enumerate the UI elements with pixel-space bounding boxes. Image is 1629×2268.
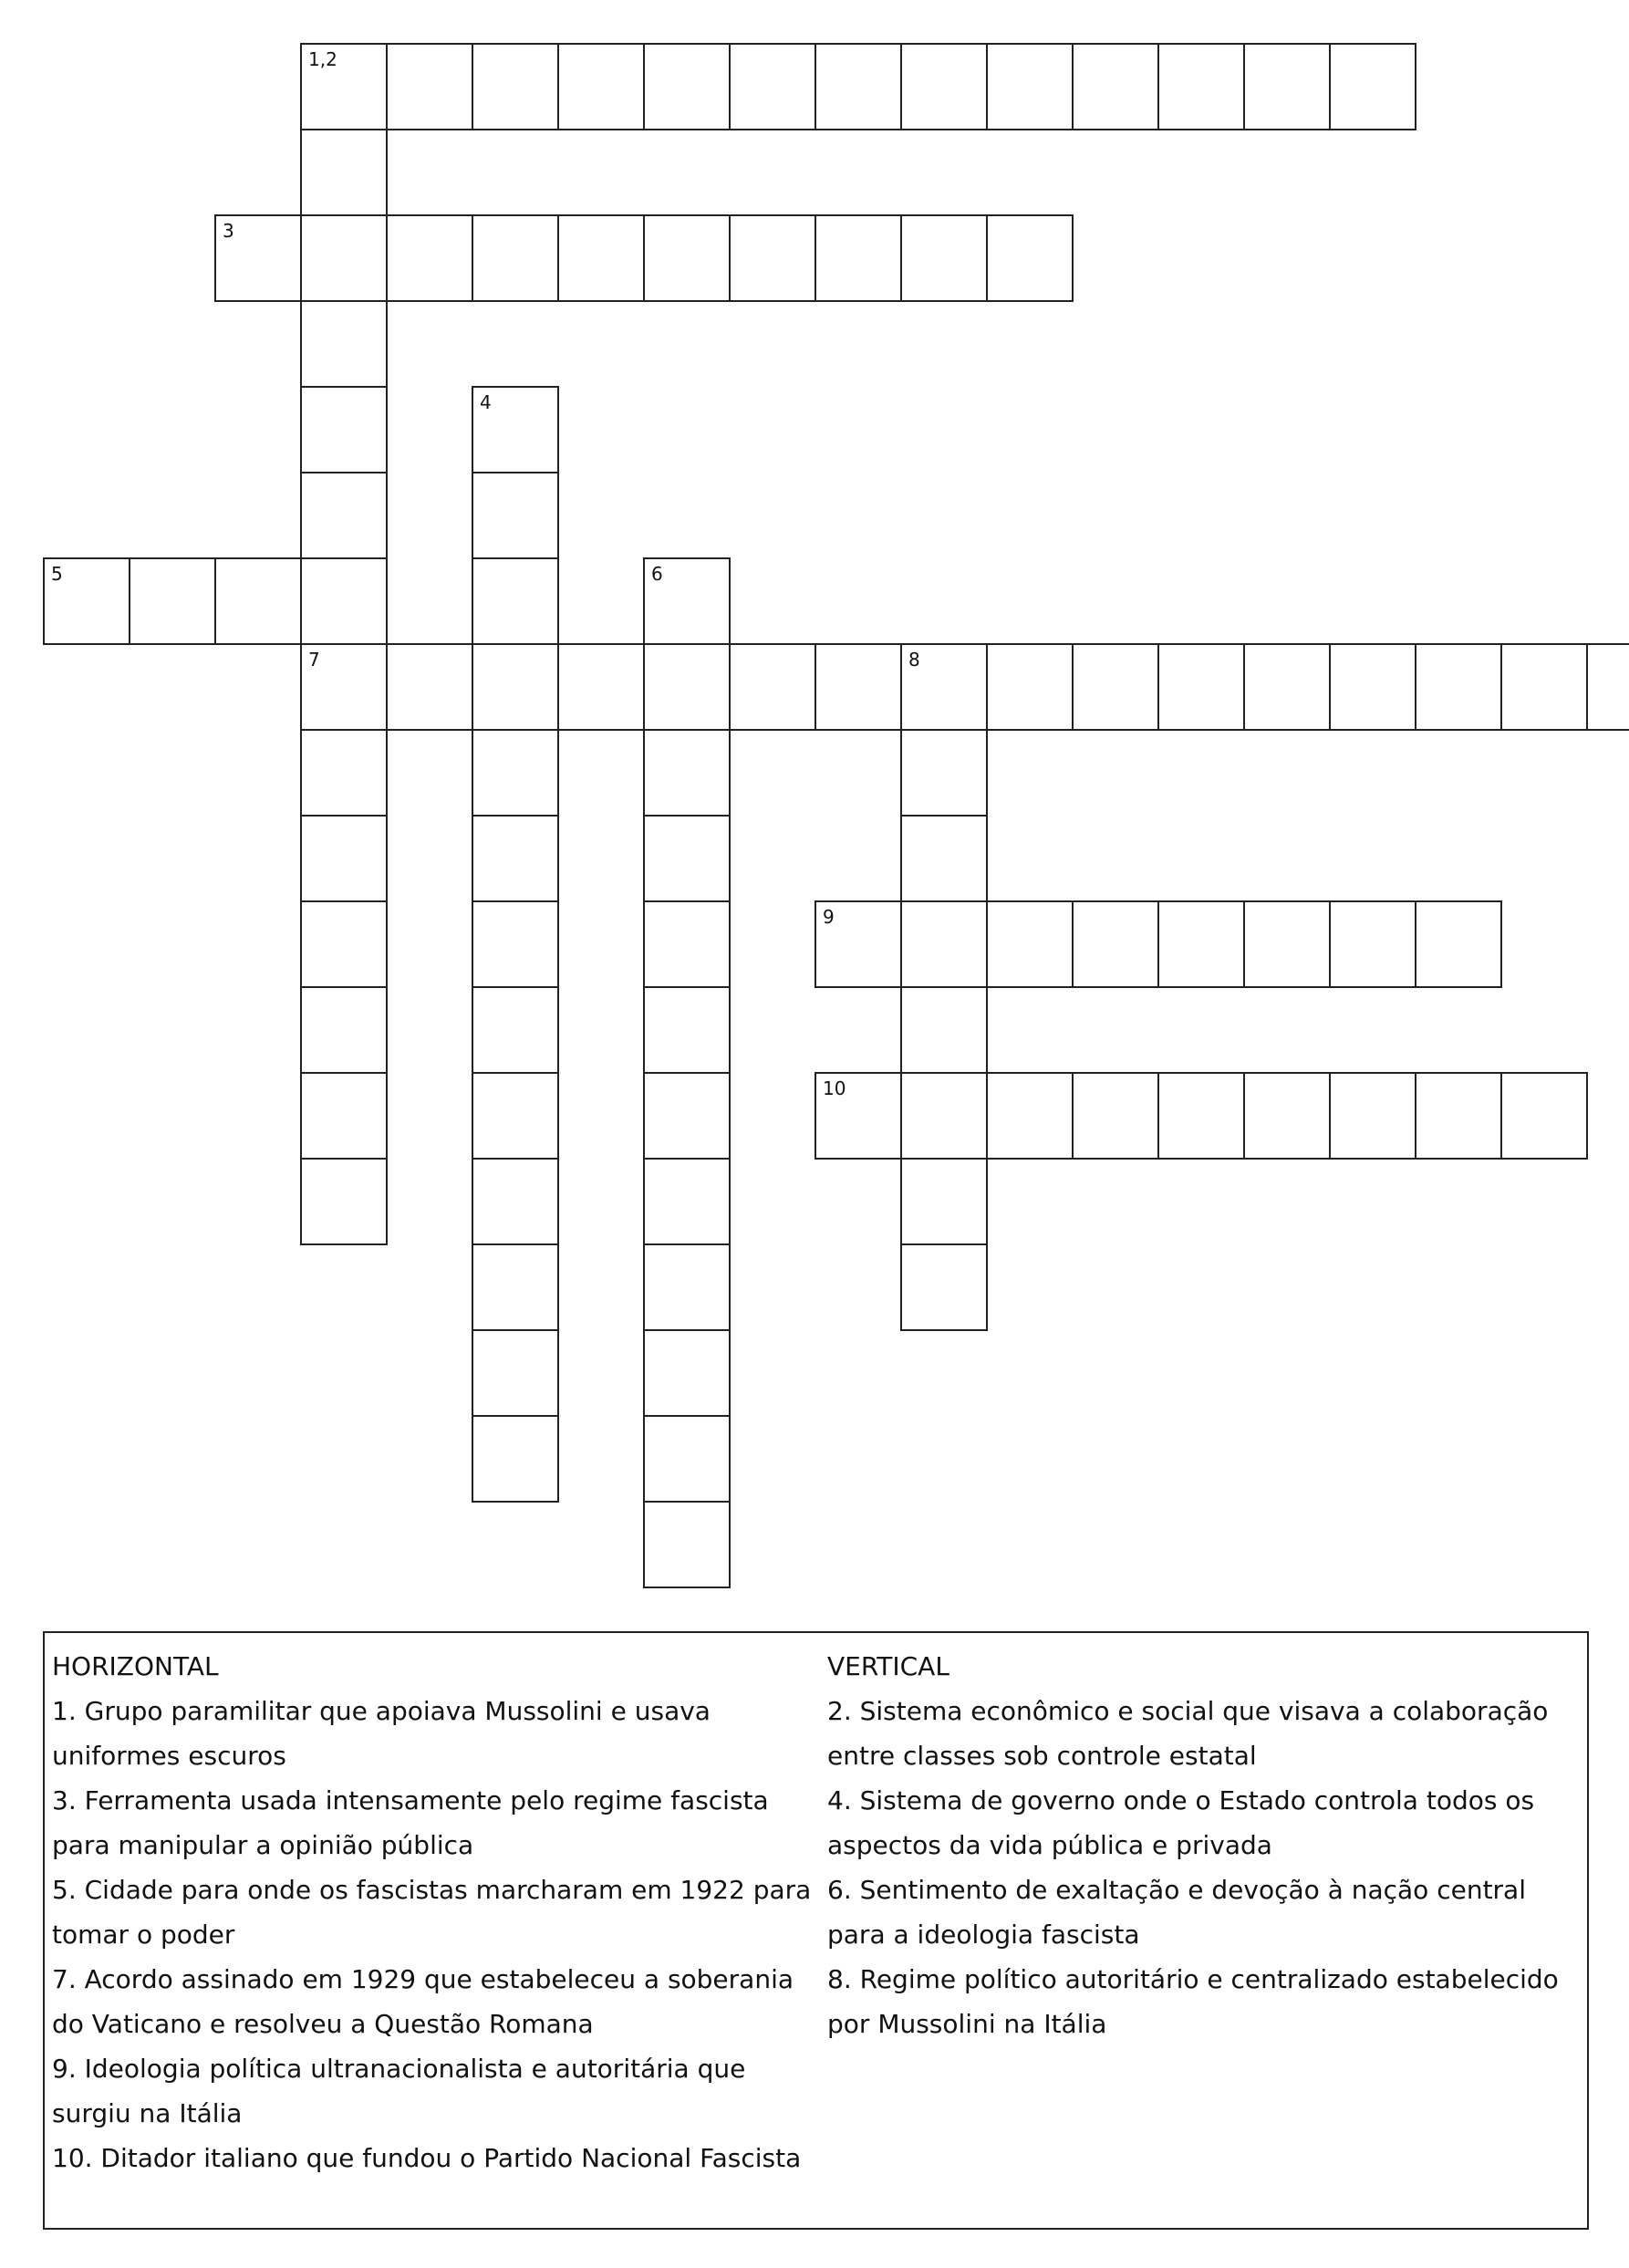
crossword-cell[interactable]	[1500, 1072, 1588, 1160]
crossword-cell[interactable]	[1243, 643, 1331, 731]
clue-down-6: 6. Sentimento de exaltação e devoção à nação central para a ideologia fascista	[827, 1875, 1526, 1950]
crossword-cell[interactable]	[643, 43, 731, 130]
crossword-cell[interactable]	[300, 472, 388, 559]
crossword-cell[interactable]	[1157, 900, 1245, 988]
crossword-cell[interactable]	[900, 900, 988, 988]
crossword-cell[interactable]	[472, 643, 559, 731]
crossword-cell[interactable]	[1243, 900, 1331, 988]
crossword-cell[interactable]	[643, 1243, 731, 1331]
crossword-cell[interactable]	[472, 557, 559, 645]
crossword-cell[interactable]	[300, 300, 388, 388]
crossword-cell[interactable]	[643, 643, 731, 731]
crossword-cell[interactable]	[814, 43, 902, 130]
crossword-cell[interactable]	[729, 43, 816, 130]
crossword-cell[interactable]	[557, 214, 645, 302]
crossword-cell[interactable]	[1329, 1072, 1416, 1160]
crossword-cell[interactable]	[986, 43, 1074, 130]
crossword-cell[interactable]	[643, 900, 731, 988]
cell-number: 8	[908, 649, 920, 671]
cell-number: 5	[51, 563, 63, 585]
clue-across-7: 7. Acordo assinado em 1929 que estabeleceu a soberania do Vaticano e resolveu a Questão Romana	[52, 1964, 794, 2039]
crossword-cell[interactable]	[814, 900, 902, 988]
crossword-cell[interactable]	[129, 557, 216, 645]
crossword-cell[interactable]	[300, 986, 388, 1074]
crossword-cell[interactable]	[814, 214, 902, 302]
crossword-cell[interactable]	[1157, 1072, 1245, 1160]
crossword-cell[interactable]	[900, 1243, 988, 1331]
crossword-cell[interactable]	[1329, 643, 1416, 731]
crossword-cell[interactable]	[1157, 43, 1245, 130]
crossword-cell[interactable]	[300, 386, 388, 473]
crossword-cell[interactable]	[1415, 1072, 1502, 1160]
crossword-cell[interactable]	[643, 1329, 731, 1417]
crossword-cell[interactable]	[472, 214, 559, 302]
crossword-cell[interactable]	[1243, 43, 1331, 130]
crossword-cell[interactable]	[472, 386, 559, 473]
clue-down-8: 8. Regime político autoritário e centralizado estabelecido por Mussolini na Itália	[827, 1964, 1559, 2039]
crossword-cell[interactable]	[729, 214, 816, 302]
cell-number: 4	[480, 391, 492, 413]
crossword-cell[interactable]	[300, 900, 388, 988]
crossword-cell[interactable]	[1329, 43, 1416, 130]
clue-across-1: 1. Grupo paramilitar que apoiava Mussolini e usava uniformes escuros	[52, 1696, 711, 1771]
clue-across-10: 10. Ditador italiano que fundou o Partido Nacional Fascista	[52, 2143, 802, 2173]
crossword-cell[interactable]	[472, 986, 559, 1074]
crossword-cell[interactable]	[300, 815, 388, 902]
crossword-cell[interactable]	[300, 129, 388, 216]
crossword-cell[interactable]	[300, 643, 388, 731]
crossword-cell[interactable]	[1415, 643, 1502, 731]
crossword-cell[interactable]	[472, 900, 559, 988]
crossword-cell[interactable]	[300, 1158, 388, 1245]
horizontal-clues	[52, 1644, 827, 2180]
crossword-cell[interactable]	[986, 900, 1074, 988]
clue-down-4: 4. Sistema de governo onde o Estado controla todos os aspectos da vida pública e privada	[827, 1785, 1535, 1860]
clue-across-5: 5. Cidade para onde os fascistas marcharam em 1922 para tomar o poder	[52, 1875, 812, 1950]
clue-down-2: 2. Sistema econômico e social que visava a colaboração entre classes sob controle estatal	[827, 1696, 1549, 1771]
crossword-cell[interactable]	[814, 643, 902, 731]
crossword-cell[interactable]	[643, 557, 731, 645]
crossword-cell[interactable]	[900, 729, 988, 817]
crossword-cell[interactable]	[214, 557, 302, 645]
clue-across-3: 3. Ferramenta usada intensamente pelo regime fascista para manipular a opinião pública	[52, 1785, 769, 1860]
crossword-cell[interactable]	[472, 43, 559, 130]
crossword-cell[interactable]	[1329, 900, 1416, 988]
crossword-cell[interactable]	[643, 1158, 731, 1245]
crossword-cell[interactable]	[472, 472, 559, 559]
crossword-cell[interactable]	[472, 1243, 559, 1331]
crossword-cell[interactable]	[1157, 643, 1245, 731]
crossword-cell[interactable]	[472, 815, 559, 902]
crossword-cell[interactable]	[643, 729, 731, 817]
crossword-cell[interactable]	[1586, 643, 1629, 731]
crossword-cell[interactable]	[472, 1158, 559, 1245]
vertical-title: VERTICAL	[827, 1651, 949, 1681]
crossword-cell[interactable]	[643, 1415, 731, 1503]
clues-box	[43, 1631, 1589, 2230]
cell-number: 6	[651, 563, 663, 585]
crossword-cell[interactable]	[300, 557, 388, 645]
crossword-cell[interactable]	[643, 214, 731, 302]
crossword-cell[interactable]	[300, 1072, 388, 1160]
crossword-cell[interactable]	[986, 643, 1074, 731]
cell-number: 3	[223, 220, 234, 242]
crossword-cell[interactable]	[814, 1072, 902, 1160]
crossword-cell[interactable]	[386, 643, 473, 731]
crossword-cell[interactable]	[386, 214, 473, 302]
horizontal-title: HORIZONTAL	[52, 1651, 219, 1681]
crossword-cell[interactable]	[643, 815, 731, 902]
crossword-cell[interactable]	[1072, 43, 1159, 130]
crossword-cell[interactable]	[1072, 643, 1159, 731]
crossword-cell[interactable]	[300, 214, 388, 302]
crossword-cell[interactable]	[986, 214, 1074, 302]
crossword-cell[interactable]	[900, 643, 988, 731]
crossword-cell[interactable]	[900, 1072, 988, 1160]
crossword-cell[interactable]	[643, 1072, 731, 1160]
crossword-cell[interactable]	[1243, 1072, 1331, 1160]
cell-number: 10	[823, 1077, 846, 1099]
crossword-cell[interactable]	[729, 643, 816, 731]
crossword-cell[interactable]	[900, 986, 988, 1074]
crossword-cell[interactable]	[1415, 900, 1502, 988]
crossword-cell[interactable]	[472, 1415, 559, 1503]
cell-number: 9	[823, 906, 835, 928]
cell-number: 7	[308, 649, 320, 671]
crossword-cell[interactable]	[214, 214, 302, 302]
clue-across-9: 9. Ideologia política ultranacionalista e autoritária que surgiu na Itália	[52, 2054, 746, 2128]
crossword-cell[interactable]	[643, 1501, 731, 1588]
crossword-cell[interactable]	[472, 1072, 559, 1160]
cell-number: 1,2	[308, 48, 337, 70]
crossword-cell[interactable]	[986, 1072, 1074, 1160]
crossword-cell[interactable]	[472, 729, 559, 817]
vertical-clues	[827, 1644, 1584, 2046]
crossword-cell[interactable]	[300, 729, 388, 817]
crossword-cell[interactable]	[900, 815, 988, 902]
crossword-cell[interactable]	[472, 1329, 559, 1417]
crossword-cell[interactable]	[643, 986, 731, 1074]
crossword-cell[interactable]	[900, 214, 988, 302]
crossword-cell[interactable]	[1072, 1072, 1159, 1160]
crossword-cell[interactable]	[300, 43, 388, 130]
crossword-cell[interactable]	[1500, 643, 1588, 731]
crossword-cell[interactable]	[900, 43, 988, 130]
crossword-cell[interactable]	[1072, 900, 1159, 988]
crossword-cell[interactable]	[557, 643, 645, 731]
crossword-cell[interactable]	[557, 43, 645, 130]
crossword-cell[interactable]	[386, 43, 473, 130]
crossword-cell[interactable]	[900, 1158, 988, 1245]
crossword-cell[interactable]	[43, 557, 130, 645]
